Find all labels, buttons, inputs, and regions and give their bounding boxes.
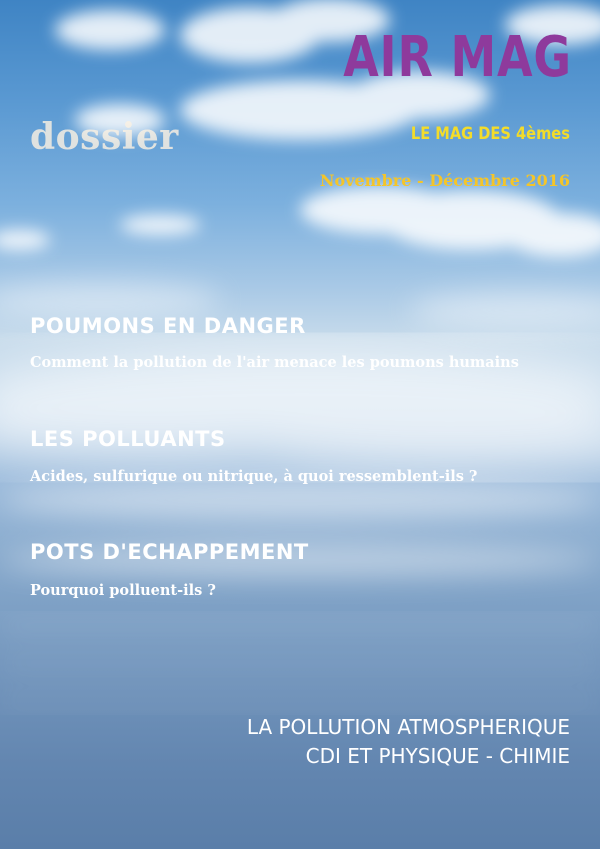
article-heading: LES POLLUANTS [30,427,226,451]
magazine-tagline: LE MAG DES 4èmes [410,124,570,144]
article-subtitle: Acides, sulfurique ou nitrique, à quoi ressemblent-ils ? [30,468,478,485]
article-heading: POUMONS EN DANGER [30,314,306,338]
article-subtitle: Pourquoi polluent-ils ? [30,582,216,599]
article-pots-echappement [30,540,570,599]
article-subtitle: Comment la pollution de l'air menace les poumons humains [30,354,519,371]
issue-date: Novembre - Décembre 2016 [319,171,570,190]
cover-footer [247,713,570,771]
article-heading: POTS D'ECHAPPEMENT [30,540,309,564]
magazine-title: AIR MAG [343,25,572,90]
article-poumons [30,314,570,376]
footer-topic: LA POLLUTION ATMOSPHERIQUE [246,715,570,739]
footer-credits: CDI ET PHYSIQUE - CHIMIE [305,744,570,768]
article-polluants [30,427,570,485]
section-label: dossier [30,116,179,158]
